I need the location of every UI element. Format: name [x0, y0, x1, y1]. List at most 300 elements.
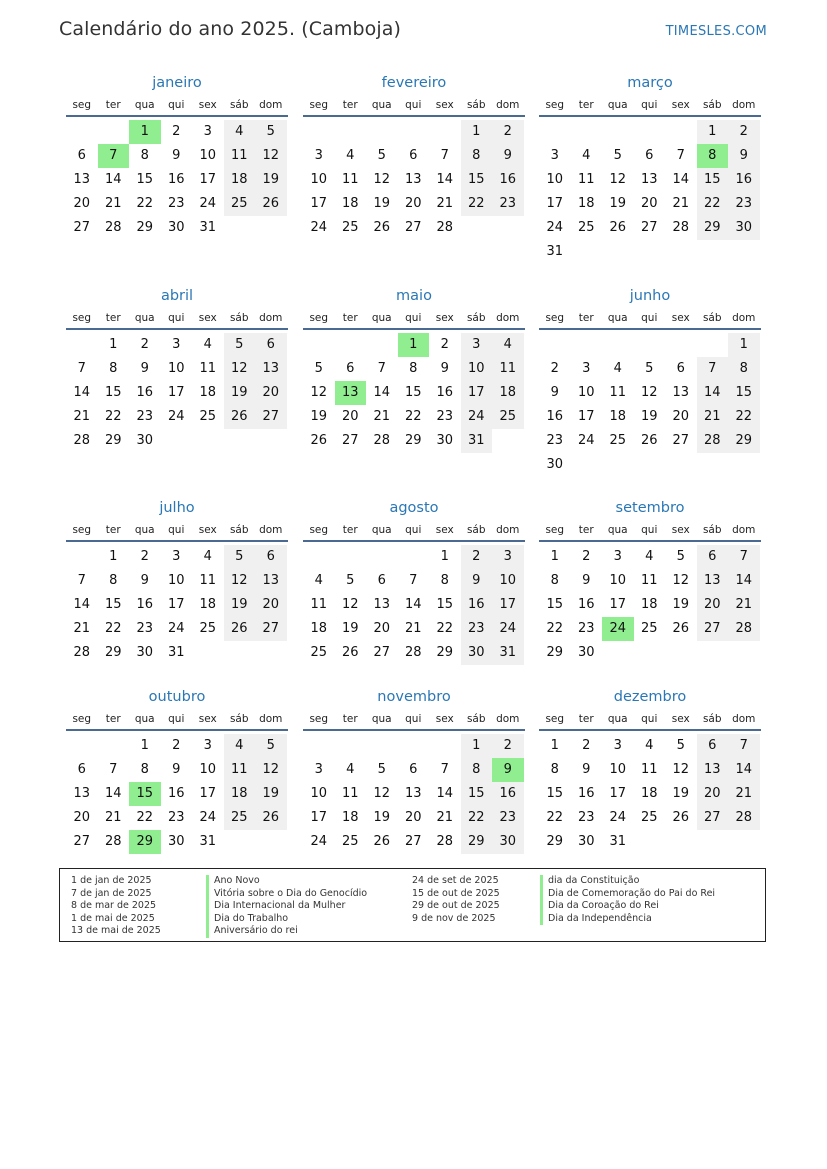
day-cell: 6: [697, 734, 729, 758]
day-cell: 4: [346, 762, 355, 777]
day-cell: 13: [255, 569, 287, 593]
day-cell: 29: [104, 433, 122, 448]
day-cell: 26: [255, 192, 287, 216]
day-cell: 25: [199, 621, 217, 636]
day-cell: 22: [461, 192, 493, 216]
day-cell: 7: [440, 762, 449, 777]
weekday-label: sáb: [466, 713, 486, 725]
day-cell: 12: [640, 385, 658, 400]
day-cell: 16: [136, 385, 154, 400]
empty-cell: [66, 333, 98, 357]
day-cell: 6: [409, 148, 418, 163]
day-cell: 10: [167, 361, 185, 376]
weekday-label: sáb: [229, 524, 249, 536]
empty-cell: [634, 120, 666, 144]
day-grid: [303, 734, 525, 854]
day-cell: 31: [199, 220, 217, 235]
day-cell: 18: [199, 385, 217, 400]
day-cell: 25: [310, 645, 328, 660]
empty-cell: [398, 120, 430, 144]
weekday-label: qui: [405, 312, 422, 324]
day-cell: 11: [199, 361, 217, 376]
holiday-day-cell: 8: [697, 144, 729, 168]
day-cell: 25: [640, 810, 658, 825]
day-cell: 14: [436, 172, 454, 187]
day-cell: 31: [461, 429, 493, 453]
empty-cell: [697, 333, 729, 357]
day-cell: 14: [672, 172, 690, 187]
day-cell: 2: [492, 120, 524, 144]
day-cell: 20: [697, 782, 729, 806]
day-cell: 24: [167, 409, 185, 424]
empty-cell: [539, 120, 571, 144]
day-cell: 5: [255, 734, 287, 758]
legend-entry: 7 de jan de 2025: [71, 887, 152, 899]
day-cell: 24: [167, 621, 185, 636]
day-cell: 31: [492, 641, 524, 665]
day-cell: 5: [377, 762, 386, 777]
legend-entry: Dia Internacional da Mulher: [206, 900, 367, 913]
weekday-label: sáb: [466, 312, 486, 324]
day-cell: 16: [461, 593, 493, 617]
day-cell: 15: [728, 381, 760, 405]
day-cell: 29: [436, 645, 454, 660]
day-cell: 30: [728, 216, 760, 240]
weekday-label: qui: [641, 99, 658, 111]
day-cell: 7: [728, 545, 760, 569]
empty-cell: [398, 545, 430, 569]
day-cell: 17: [199, 786, 217, 801]
weekday-label: dom: [259, 713, 283, 725]
day-cell: 8: [550, 573, 559, 588]
day-cell: 11: [199, 573, 217, 588]
day-cell: 13: [73, 786, 91, 801]
day-cell: 31: [167, 645, 185, 660]
holiday-day-cell: 15: [129, 782, 161, 806]
day-cell: 24: [492, 617, 524, 641]
legend-entry: Vitória sobre o Dia do Genocídio: [206, 888, 367, 901]
day-cell: 22: [436, 621, 454, 636]
day-cell: 26: [255, 806, 287, 830]
day-cell: 21: [436, 196, 454, 211]
day-cell: 28: [404, 645, 422, 660]
empty-cell: [366, 734, 398, 758]
holiday-day-cell: 9: [492, 758, 524, 782]
weekday-label: dom: [259, 524, 283, 536]
day-cell: 6: [255, 545, 287, 569]
day-cell: 31: [199, 834, 217, 849]
legend-right-names: [540, 875, 715, 925]
weekday-label: qui: [641, 524, 658, 536]
day-cell: 20: [640, 196, 658, 211]
day-cell: 16: [577, 597, 595, 612]
weekday-label: seg: [545, 99, 565, 111]
day-cell: 24: [461, 405, 493, 429]
day-cell: 26: [373, 220, 391, 235]
day-grid: [539, 545, 761, 665]
day-cell: 19: [310, 409, 328, 424]
day-cell: 2: [172, 124, 181, 139]
day-cell: 11: [310, 597, 328, 612]
day-cell: 20: [255, 593, 287, 617]
day-cell: 18: [224, 782, 256, 806]
day-cell: 3: [582, 361, 591, 376]
day-cell: 30: [167, 220, 185, 235]
legend-entry: 24 de set de 2025: [412, 875, 499, 886]
holiday-day-cell: 1: [398, 333, 430, 357]
page-title: Calendário do ano 2025. (Camboja): [59, 18, 402, 40]
day-cell: 18: [199, 597, 217, 612]
month-name: julho: [159, 500, 195, 516]
legend-left-dates: [71, 875, 161, 938]
day-cell: 16: [546, 409, 564, 424]
day-cell: 4: [224, 120, 256, 144]
weekday-label: sáb: [466, 99, 486, 111]
day-cell: 27: [255, 617, 287, 641]
month-dezembro: [539, 686, 761, 854]
weekday-label: ter: [105, 713, 121, 725]
weekday-label: sáb: [702, 99, 722, 111]
day-grid: [303, 545, 525, 665]
day-cell: 30: [546, 457, 564, 472]
weekday-label: qua: [371, 524, 392, 536]
day-cell: 21: [404, 621, 422, 636]
day-cell: 17: [461, 381, 493, 405]
empty-cell: [571, 333, 603, 357]
day-cell: 13: [672, 385, 690, 400]
day-cell: 7: [77, 361, 86, 376]
weekday-label: qua: [134, 312, 155, 324]
empty-cell: [66, 545, 98, 569]
day-cell: 4: [203, 549, 212, 564]
day-grid: [539, 734, 761, 854]
month-junho: [539, 285, 761, 477]
legend-entry: 9 de nov de 2025: [412, 912, 496, 924]
day-cell: 5: [377, 148, 386, 163]
legend-entry: 13 de mai de 2025: [71, 925, 161, 937]
day-cell: 25: [341, 220, 359, 235]
day-cell: 2: [172, 738, 181, 753]
weekday-label: dom: [732, 99, 756, 111]
weekday-label: sex: [671, 713, 690, 725]
day-cell: 16: [167, 786, 185, 801]
day-grid: [539, 120, 761, 264]
legend-entry: 8 de mar de 2025: [71, 900, 157, 912]
weekday-label: qui: [405, 524, 422, 536]
day-cell: 29: [104, 645, 122, 660]
weekday-label: seg: [72, 312, 92, 324]
holiday-day-cell: 1: [129, 120, 161, 144]
day-cell: 22: [728, 405, 760, 429]
weekday-label: qui: [405, 99, 422, 111]
legend-left-names: [206, 875, 367, 938]
day-cell: 4: [645, 738, 654, 753]
day-cell: 7: [409, 573, 418, 588]
day-cell: 7: [377, 361, 386, 376]
day-cell: 2: [550, 361, 559, 376]
weekday-label: sex: [435, 312, 454, 324]
weekday-label: ter: [105, 312, 121, 324]
day-cell: 8: [409, 361, 418, 376]
legend-entry: dia da Constituição: [540, 875, 715, 888]
day-grid: [66, 545, 288, 665]
empty-cell: [429, 120, 461, 144]
day-cell: 13: [404, 172, 422, 187]
weekday-label: dom: [732, 713, 756, 725]
day-cell: 7: [77, 573, 86, 588]
day-cell: 10: [492, 569, 524, 593]
weekday-label: ter: [342, 713, 358, 725]
day-cell: 17: [310, 810, 328, 825]
day-cell: 27: [404, 220, 422, 235]
empty-cell: [303, 545, 335, 569]
day-cell: 15: [436, 597, 454, 612]
weekday-header: [303, 709, 525, 731]
day-cell: 8: [461, 758, 493, 782]
day-cell: 3: [314, 148, 323, 163]
day-cell: 6: [697, 545, 729, 569]
day-cell: 23: [546, 433, 564, 448]
day-cell: 6: [645, 148, 654, 163]
day-grid: [539, 333, 761, 477]
day-cell: 16: [167, 172, 185, 187]
day-cell: 24: [546, 220, 564, 235]
day-cell: 17: [492, 593, 524, 617]
weekday-label: qua: [371, 99, 392, 111]
day-cell: 21: [728, 782, 760, 806]
day-cell: 27: [373, 645, 391, 660]
weekday-label: qui: [641, 312, 658, 324]
day-cell: 18: [640, 597, 658, 612]
day-cell: 21: [436, 810, 454, 825]
empty-cell: [303, 333, 335, 357]
weekday-label: dom: [259, 312, 283, 324]
day-cell: 9: [582, 573, 591, 588]
day-cell: 12: [310, 385, 328, 400]
weekday-label: sáb: [702, 524, 722, 536]
weekday-label: ter: [578, 524, 594, 536]
day-cell: 4: [314, 573, 323, 588]
day-cell: 28: [73, 645, 91, 660]
legend-entry: Dia da Independência: [540, 913, 715, 926]
day-cell: 19: [255, 782, 287, 806]
day-cell: 9: [728, 144, 760, 168]
weekday-label: ter: [342, 99, 358, 111]
day-cell: 20: [73, 810, 91, 825]
day-cell: 4: [613, 361, 622, 376]
day-cell: 13: [404, 786, 422, 801]
weekday-header: [539, 709, 761, 731]
day-cell: 23: [167, 810, 185, 825]
day-cell: 16: [577, 786, 595, 801]
weekday-label: seg: [72, 99, 92, 111]
holiday-legend: [59, 868, 766, 942]
day-cell: 10: [461, 357, 493, 381]
day-cell: 10: [609, 762, 627, 777]
day-cell: 8: [109, 573, 118, 588]
day-cell: 26: [373, 834, 391, 849]
weekday-header: [66, 95, 288, 117]
month-name: dezembro: [613, 689, 687, 705]
day-cell: 25: [224, 806, 256, 830]
day-cell: 25: [341, 834, 359, 849]
day-cell: 16: [492, 168, 524, 192]
day-cell: 20: [404, 196, 422, 211]
weekday-label: sáb: [702, 312, 722, 324]
weekday-header: [539, 308, 761, 330]
day-cell: 2: [440, 337, 449, 352]
empty-cell: [366, 120, 398, 144]
day-cell: 28: [728, 806, 760, 830]
day-cell: 13: [697, 758, 729, 782]
day-cell: 5: [346, 573, 355, 588]
day-cell: 26: [310, 433, 328, 448]
empty-cell: [303, 734, 335, 758]
weekday-header: [303, 520, 525, 542]
legend-entry: Dia da Coroação do Rei: [540, 900, 715, 913]
day-cell: 3: [550, 148, 559, 163]
day-cell: 23: [436, 409, 454, 424]
day-grid: [303, 333, 525, 453]
day-cell: 27: [697, 806, 729, 830]
day-cell: 14: [73, 597, 91, 612]
weekday-label: sex: [198, 99, 217, 111]
day-cell: 28: [436, 220, 454, 235]
day-cell: 11: [224, 758, 256, 782]
weekday-label: dom: [496, 99, 520, 111]
month-name: janeiro: [152, 75, 202, 91]
day-cell: 22: [136, 810, 154, 825]
weekday-label: seg: [309, 713, 329, 725]
month-setembro: [539, 497, 761, 665]
day-cell: 10: [167, 573, 185, 588]
day-cell: 26: [640, 433, 658, 448]
day-cell: 4: [346, 148, 355, 163]
day-cell: 10: [199, 762, 217, 777]
day-cell: 20: [255, 381, 287, 405]
day-cell: 14: [104, 172, 122, 187]
day-cell: 13: [73, 172, 91, 187]
day-cell: 2: [140, 337, 149, 352]
day-cell: 28: [104, 220, 122, 235]
weekday-label: ter: [342, 312, 358, 324]
day-cell: 24: [310, 834, 328, 849]
day-cell: 8: [440, 573, 449, 588]
day-grid: [66, 120, 288, 240]
empty-cell: [634, 333, 666, 357]
day-cell: 21: [73, 621, 91, 636]
day-cell: 4: [645, 549, 654, 564]
day-cell: 23: [577, 810, 595, 825]
day-cell: 18: [224, 168, 256, 192]
weekday-label: seg: [545, 713, 565, 725]
day-cell: 1: [109, 337, 118, 352]
day-cell: 30: [167, 834, 185, 849]
weekday-label: seg: [545, 524, 565, 536]
weekday-label: sex: [435, 99, 454, 111]
day-cell: 4: [224, 734, 256, 758]
day-cell: 27: [640, 220, 658, 235]
day-cell: 8: [728, 357, 760, 381]
day-grid: [66, 734, 288, 854]
weekday-label: dom: [496, 312, 520, 324]
day-cell: 30: [577, 645, 595, 660]
day-cell: 24: [577, 433, 595, 448]
holiday-day-cell: 7: [98, 144, 130, 168]
day-cell: 26: [224, 617, 256, 641]
weekday-label: sex: [671, 99, 690, 111]
day-cell: 5: [613, 148, 622, 163]
day-cell: 29: [697, 216, 729, 240]
day-cell: 11: [492, 357, 524, 381]
day-cell: 6: [77, 148, 86, 163]
brand-link[interactable]: TIMESLES.COM: [665, 24, 767, 39]
weekday-label: qua: [134, 99, 155, 111]
day-cell: 6: [77, 762, 86, 777]
day-cell: 30: [136, 645, 154, 660]
day-cell: 29: [728, 429, 760, 453]
day-cell: 23: [167, 196, 185, 211]
day-cell: 24: [609, 810, 627, 825]
legend-entry: 15 de out de 2025: [412, 887, 500, 899]
day-cell: 27: [73, 220, 91, 235]
day-cell: 18: [492, 381, 524, 405]
day-cell: 6: [409, 762, 418, 777]
legend-entry: 1 de mai de 2025: [71, 912, 155, 924]
weekday-label: qua: [607, 713, 628, 725]
day-cell: 1: [550, 549, 559, 564]
day-cell: 21: [104, 810, 122, 825]
day-cell: 8: [550, 762, 559, 777]
day-cell: 1: [550, 738, 559, 753]
day-cell: 24: [199, 810, 217, 825]
day-cell: 19: [373, 810, 391, 825]
day-cell: 9: [461, 569, 493, 593]
day-cell: 12: [341, 597, 359, 612]
day-cell: 27: [672, 433, 690, 448]
weekday-label: dom: [496, 713, 520, 725]
day-cell: 25: [492, 405, 524, 429]
day-cell: 15: [104, 597, 122, 612]
day-cell: 5: [224, 333, 256, 357]
empty-cell: [665, 120, 697, 144]
day-cell: 14: [697, 381, 729, 405]
weekday-label: sex: [671, 312, 690, 324]
day-cell: 15: [136, 172, 154, 187]
month-name: agosto: [389, 500, 439, 516]
month-name: março: [627, 75, 673, 91]
day-cell: 3: [492, 545, 524, 569]
empty-cell: [66, 120, 98, 144]
day-cell: 17: [609, 786, 627, 801]
day-cell: 8: [109, 361, 118, 376]
empty-cell: [303, 120, 335, 144]
month-name: outubro: [148, 689, 206, 705]
day-cell: 20: [373, 621, 391, 636]
day-cell: 5: [645, 361, 654, 376]
day-cell: 28: [672, 220, 690, 235]
weekday-label: qua: [607, 524, 628, 536]
day-cell: 26: [672, 810, 690, 825]
day-cell: 15: [104, 385, 122, 400]
day-cell: 9: [172, 148, 181, 163]
day-cell: 14: [728, 569, 760, 593]
weekday-label: qua: [134, 524, 155, 536]
day-cell: 1: [697, 120, 729, 144]
day-cell: 11: [640, 762, 658, 777]
day-cell: 23: [492, 192, 524, 216]
weekday-label: seg: [545, 312, 565, 324]
